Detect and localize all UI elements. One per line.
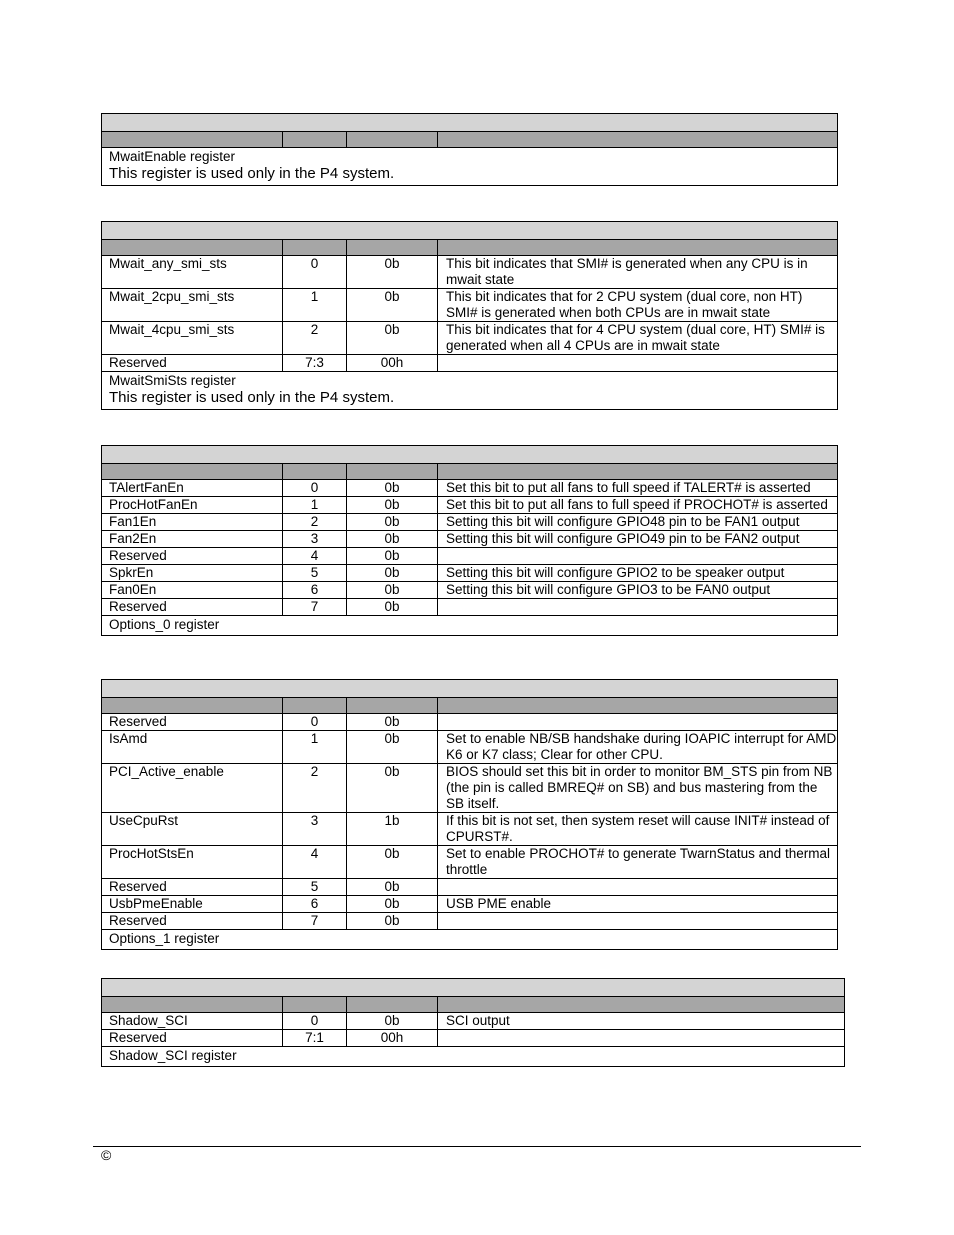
register-note-row: [102, 930, 838, 950]
field-default: 00h: [347, 355, 438, 372]
field-default: 0b: [347, 497, 438, 514]
field-bits: 7: [283, 599, 347, 616]
field-name: Mwait_2cpu_smi_sts: [102, 289, 283, 322]
register-name: MwaitSmiSts register: [109, 373, 236, 388]
table-row: [102, 256, 838, 289]
field-description: Set this bit to put all fans to full speed if PROCHOT# is asserted: [438, 497, 838, 514]
table-row: [102, 480, 838, 497]
field-bits: 4: [283, 548, 347, 565]
field-bits: 7:1: [283, 1030, 347, 1047]
field-default: 0b: [347, 846, 438, 879]
table-header-bar: [102, 997, 845, 1013]
field-default: 0b: [347, 548, 438, 565]
table-row: [102, 289, 838, 322]
field-name: Mwait_any_smi_sts: [102, 256, 283, 289]
register-name: Options_1 register: [109, 931, 220, 946]
field-default: 0b: [347, 565, 438, 582]
field-bits: 0: [283, 480, 347, 497]
field-name: Reserved: [102, 879, 283, 896]
field-name: ProcHotFanEn: [102, 497, 283, 514]
field-description: This bit indicates that for 2 CPU system (dual core, non HT) SMI# is generated when both CPUs are in mwait state: [438, 289, 838, 322]
field-bits: 4: [283, 846, 347, 879]
field-bits: 0: [283, 714, 347, 731]
field-name: UsbPmeEnable: [102, 896, 283, 913]
field-name: Reserved: [102, 599, 283, 616]
field-description: If this bit is not set, then system reset will cause INIT# instead of CPURST#.: [438, 813, 838, 846]
table-row: [102, 879, 838, 896]
table-row: [102, 1030, 845, 1047]
field-name: TAlertFanEn: [102, 480, 283, 497]
field-bits: 0: [283, 1013, 347, 1030]
copyright-symbol: ©: [101, 1147, 112, 1163]
field-default: 0b: [347, 289, 438, 322]
field-description: Setting this bit will configure GPIO3 to be FAN0 output: [438, 582, 838, 599]
field-description: BIOS should set this bit in order to monitor BM_STS pin from NB (the pin is called BMREQ# on SB) and bus mastering from the SB itself.: [438, 764, 838, 813]
field-name: UseCpuRst: [102, 813, 283, 846]
field-description: Set to enable PROCHOT# to generate TwarnStatus and thermal throttle: [438, 846, 838, 879]
table-row: [102, 531, 838, 548]
table-row: [102, 1013, 845, 1030]
table-header-bar: [102, 132, 838, 148]
register-note-row: [102, 1047, 845, 1067]
options1-register-table: [101, 679, 838, 950]
table-row: [102, 548, 838, 565]
table-row: [102, 913, 838, 930]
field-description: This bit indicates that for 4 CPU system (dual core, HT) SMI# is generated when all 4 CPUs are in mwait state: [438, 322, 838, 355]
table-row: [102, 497, 838, 514]
footer-divider: [93, 1146, 861, 1147]
register-note-row: [102, 372, 838, 410]
field-bits: 2: [283, 514, 347, 531]
table-title-bar: [102, 114, 838, 132]
register-note-row: [102, 616, 838, 636]
field-bits: 6: [283, 896, 347, 913]
table-title-bar: [102, 222, 838, 240]
field-description: [438, 714, 838, 731]
field-bits: 0: [283, 256, 347, 289]
register-name: MwaitEnable register: [109, 149, 236, 164]
field-default: 0b: [347, 764, 438, 813]
field-bits: 2: [283, 322, 347, 355]
field-name: ProcHotStsEn: [102, 846, 283, 879]
field-default: 00h: [347, 1030, 438, 1047]
field-name: Fan2En: [102, 531, 283, 548]
field-name: Reserved: [102, 355, 283, 372]
field-description: [438, 355, 838, 372]
table-row: [102, 355, 838, 372]
table-row: [102, 565, 838, 582]
field-default: 0b: [347, 896, 438, 913]
register-description: This register is used only in the P4 system.: [109, 165, 395, 182]
field-description: USB PME enable: [438, 896, 838, 913]
table-header-bar: [102, 240, 838, 256]
table-header-bar: [102, 698, 838, 714]
field-description: SCI output: [438, 1013, 845, 1030]
register-name: Shadow_SCI register: [109, 1048, 237, 1063]
table-row: [102, 813, 838, 846]
table-title-bar: [102, 446, 838, 464]
field-default: 1b: [347, 813, 438, 846]
field-bits: 1: [283, 497, 347, 514]
field-name: Reserved: [102, 1030, 283, 1047]
field-default: 0b: [347, 582, 438, 599]
table-header-bar: [102, 464, 838, 480]
field-bits: 2: [283, 764, 347, 813]
field-default: 0b: [347, 256, 438, 289]
field-default: 0b: [347, 913, 438, 930]
table-row: [102, 599, 838, 616]
field-name: Mwait_4cpu_smi_sts: [102, 322, 283, 355]
field-description: Set this bit to put all fans to full speed if TALERT# is asserted: [438, 480, 838, 497]
field-default: 0b: [347, 514, 438, 531]
field-bits: 5: [283, 879, 347, 896]
field-default: 0b: [347, 714, 438, 731]
field-default: 0b: [347, 599, 438, 616]
field-bits: 1: [283, 731, 347, 764]
table-row: [102, 896, 838, 913]
table-row: [102, 764, 838, 813]
field-default: 0b: [347, 1013, 438, 1030]
field-bits: 7:3: [283, 355, 347, 372]
table-row: [102, 846, 838, 879]
field-default: 0b: [347, 480, 438, 497]
table-row: [102, 731, 838, 764]
field-description: This bit indicates that SMI# is generated when any CPU is in mwait state: [438, 256, 838, 289]
field-default: 0b: [347, 879, 438, 896]
field-name: Fan0En: [102, 582, 283, 599]
field-bits: 5: [283, 565, 347, 582]
field-description: Setting this bit will configure GPIO48 pin to be FAN1 output: [438, 514, 838, 531]
field-description: [438, 879, 838, 896]
field-description: [438, 599, 838, 616]
table-title-bar: [102, 979, 845, 997]
field-name: Shadow_SCI: [102, 1013, 283, 1030]
field-default: 0b: [347, 531, 438, 548]
table-row: [102, 322, 838, 355]
field-description: [438, 913, 838, 930]
field-name: IsAmd: [102, 731, 283, 764]
field-bits: 6: [283, 582, 347, 599]
mwaitenable-register-table: [101, 113, 838, 186]
field-description: Setting this bit will configure GPIO49 pin to be FAN2 output: [438, 531, 838, 548]
register-name: Options_0 register: [109, 617, 220, 632]
field-bits: 7: [283, 913, 347, 930]
table-row: [102, 582, 838, 599]
table-row: [102, 714, 838, 731]
shadow-sci-register-table: [101, 978, 845, 1067]
table-title-bar: [102, 680, 838, 698]
field-name: Reserved: [102, 548, 283, 565]
register-note-row: [102, 148, 838, 186]
field-name: Reserved: [102, 913, 283, 930]
mwaitsmists-register-table: [101, 221, 838, 410]
field-name: Fan1En: [102, 514, 283, 531]
table-row: [102, 514, 838, 531]
field-bits: 3: [283, 531, 347, 548]
field-name: SpkrEn: [102, 565, 283, 582]
field-name: PCI_Active_enable: [102, 764, 283, 813]
options0-register-table: [101, 445, 838, 636]
field-name: Reserved: [102, 714, 283, 731]
field-default: 0b: [347, 731, 438, 764]
field-description: [438, 1030, 845, 1047]
register-description: This register is used only in the P4 system.: [109, 389, 395, 406]
field-bits: 3: [283, 813, 347, 846]
field-bits: 1: [283, 289, 347, 322]
field-default: 0b: [347, 322, 438, 355]
field-description: Set to enable NB/SB handshake during IOAPIC interrupt for AMD K6 or K7 class; Clear for other CPU.: [438, 731, 838, 764]
field-description: [438, 548, 838, 565]
field-description: Setting this bit will configure GPIO2 to be speaker output: [438, 565, 838, 582]
